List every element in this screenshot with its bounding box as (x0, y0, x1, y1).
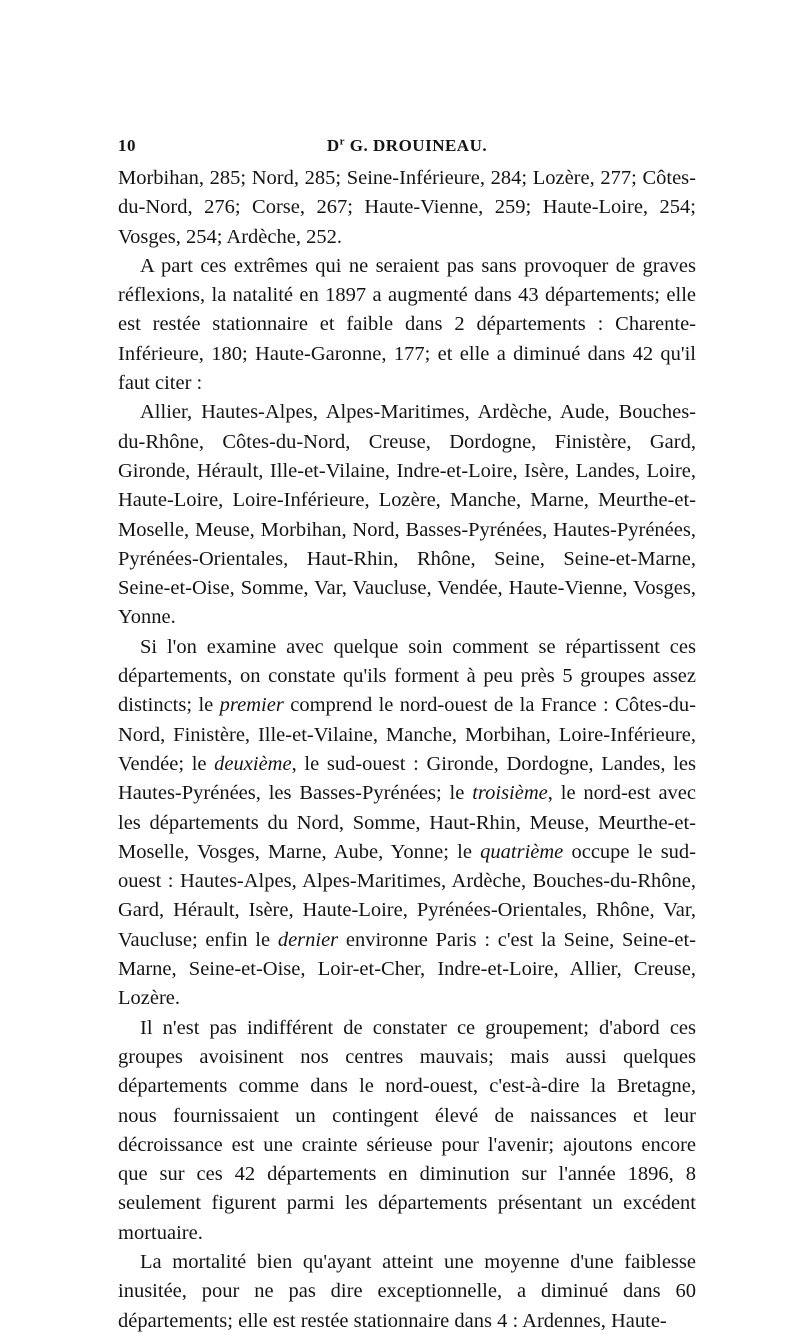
author-prefix: D (326, 136, 340, 155)
page-number: 10 (118, 136, 136, 155)
text-run: comprend le nord-ouest de la France : Côtes-du-Nord, Finistère, Ille-et-Vilaine, Manche, Morbihan, Loire-Inférieure, Vendée; le (118, 694, 697, 775)
emphasis-quatrieme: quatrième (480, 840, 564, 863)
author-name: G. DROUINEAU. (345, 136, 488, 155)
emphasis-premier: premier (219, 694, 284, 717)
text-run: environne Paris : c'est la Seine, Seine-et-Marne, Seine-et-Oise, Loir-et-Cher, Indre-et-Loire, Allier, Creuse, Lozère. (118, 928, 696, 1010)
running-title (118, 136, 696, 156)
running-header (118, 136, 696, 164)
text-run: , le nord-est avec les départements du Nord, Somme, Haut-Rhin, Meuse, Meurthe-et-Moselle, Vosges, Marne, Aube, Yonne; le (118, 782, 696, 863)
body-text (118, 164, 696, 1336)
paragraph-4-groups (118, 633, 696, 1014)
text-run: , le sud-ouest : Gironde, Dordogne, Landes, les Hautes-Pyrénées, les Basses-Pyrénées; le (118, 752, 696, 805)
author-superscript: r (339, 135, 346, 148)
emphasis-troisieme: troisième (472, 782, 548, 805)
text-run: occupe le sud-ouest : Hautes-Alpes, Alpes-Maritimes, Ardèche, Bouches-du-Rhône, Gard, Hérault, Isère, Haute-Loire, Pyrénées-Orientales, Rhône, Var, Vaucluse; enfin le (118, 840, 696, 951)
paragraph-3-department-list: Allier, Hautes-Alpes, Alpes-Maritimes, Ardèche, Aude, Bouches-du-Rhône, Côtes-du-Nord, Creuse, Dordogne, Finistère, Gard, Gironde, Hérault, Ille-et-Vilaine, Indre-et-Loire, Isère, Landes, Loire, Haute-Loire, Loire-Inférieure, Lozère, Manche, Marne, Meurthe-et-Moselle, Meuse, Morbihan, Nord, Basses-Pyrénées, Hautes-Pyrénées, Pyrénées-Orientales, Haut-Rhin, Rhône, Seine, Seine-et-Marne, Seine-et-Oise, Somme, Var, Vaucluse, Vendée, Haute-Vienne, Vosges, Yonne. (118, 401, 696, 629)
paragraph-5: Il n'est pas indifférent de constater ce groupement; d'abord ces groupes avoisinent nos centres mauvais; mais aussi quelques départements comme dans le nord-ouest, c'est-à-dire la Bretagne, nous fournissaient un contingent élevé de naissances et leur décroissance est une crainte sérieuse pour l'avenir; ajoutons encore que sur ces 42 départements en diminution sur l'année 1896, 8 seulement figurent parmi les départements présentant un excédent mortuaire. (118, 1016, 696, 1244)
emphasis-deuxieme: deuxième (214, 752, 292, 775)
emphasis-dernier: dernier (277, 928, 339, 951)
text-run: Si l'on examine avec quelque soin comment se répartissent ces départements, on constate qu'ils forment à peu près 5 groupes assez distincts; le (118, 635, 696, 717)
paragraph-1: Morbihan, 285; Nord, 285; Seine-Inférieure, 284; Lozère, 277; Côtes-du-Nord, 276; Corse, 267; Haute-Vienne, 259; Haute-Loire, 254; Vosges, 254; Ardèche, 252. (118, 167, 696, 248)
book-page (118, 136, 696, 1336)
paragraph-6: La mortalité bien qu'ayant atteint une moyenne d'une faiblesse inusitée, pour ne pas dire exceptionnelle, a diminué dans 60 départements; elle est restée stationnaire dans 4 : Ardennes, Haute- (118, 1250, 696, 1332)
paragraph-2: A part ces extrêmes qui ne seraient pas sans provoquer de graves réflexions, la natalité en 1897 a augmenté dans 43 départements; elle est restée stationnaire et faible dans 2 départements : Charente-Inférieure, 180; Haute-Garonne, 177; et elle a diminué dans 42 qu'il faut citer : (118, 254, 696, 395)
